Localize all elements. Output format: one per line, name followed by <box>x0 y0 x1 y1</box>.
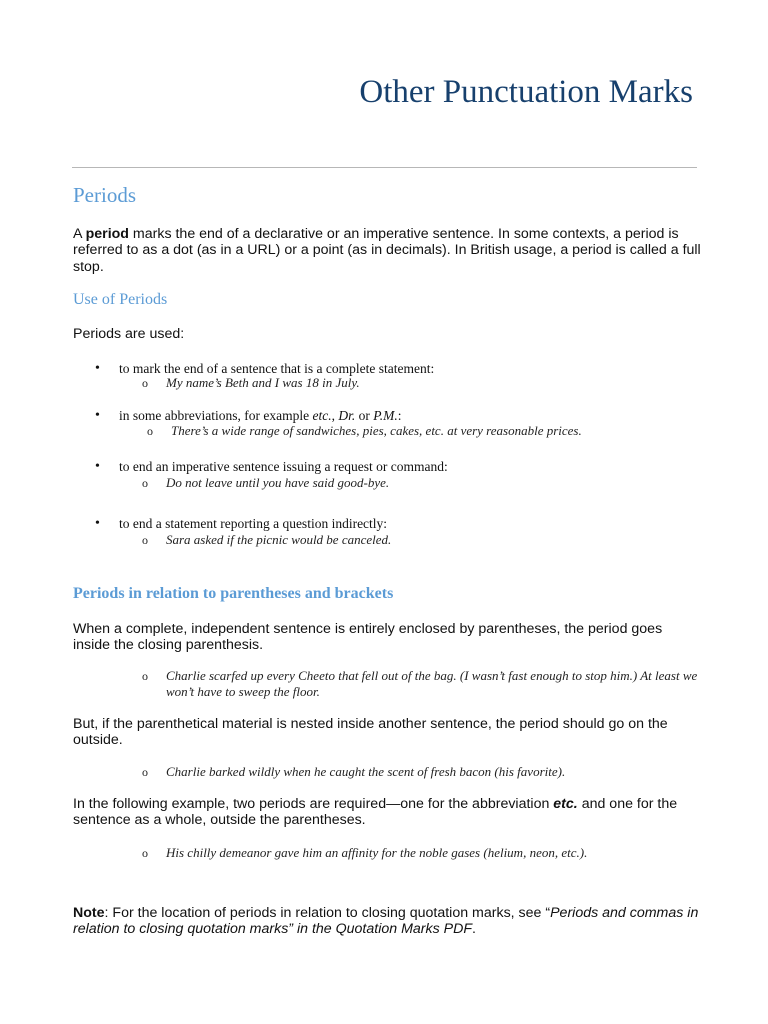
bullet-icon: • <box>95 516 100 531</box>
paren-paragraph-3 <box>73 796 703 829</box>
circle-bullet-icon: o <box>142 846 148 860</box>
paren-paragraph-2: But, if the parenthetical material is nested inside another sentence, the period should go on the outside. <box>73 716 668 749</box>
p3-bold-etc: etc. <box>553 796 578 812</box>
note-italic-reference: Periods and commas in relation to closing quotation marks” in the Quotation Marks PDF <box>73 905 699 938</box>
circle-bullet-icon: o <box>142 376 148 390</box>
example-text: Do not leave until you have said good-bye. <box>166 475 390 490</box>
paren-paragraph-1: When a complete, independent sentence is entirely enclosed by parentheses, the period goes inside the closing parenthesis. <box>73 621 663 654</box>
example-text: Sara asked if the picnic would be canceled. <box>166 532 392 547</box>
bullet-text: to mark the end of a sentence that is a complete statement: <box>119 361 435 376</box>
abbr-pm: P.M. <box>373 408 398 423</box>
circle-bullet-icon: o <box>142 533 148 547</box>
section-heading-periods: Periods <box>73 183 136 207</box>
bullet-text-post: : <box>397 408 402 423</box>
circle-bullet-icon: o <box>142 765 148 779</box>
bullet-sep: , <box>331 408 339 423</box>
example-text: My name’s Beth and I was 18 in July. <box>166 375 360 390</box>
page-title: Other Punctuation Marks <box>359 74 693 110</box>
subheading-parentheses: Periods in relation to parentheses and brackets <box>73 585 394 602</box>
bullet-sep: or <box>355 408 374 423</box>
intro-bold-term: period <box>85 226 129 242</box>
example-item <box>142 668 702 700</box>
bullet-icon: • <box>95 361 100 376</box>
note-paragraph <box>73 905 713 938</box>
bullet-text <box>119 407 402 424</box>
note-label: Note <box>73 905 105 922</box>
intro-pre: A <box>73 226 86 242</box>
p3-pre: In the following example, two periods are required—one for the abbreviation <box>73 796 554 812</box>
example-text: Charlie scarfed up every Cheeto that fell out of the bag. (I wasn’t fast enough to stop him.) At least we won’t have to sweep the floor. <box>166 668 698 699</box>
subheading-use-of-periods: Use of Periods <box>73 291 168 308</box>
bullet-text: to end a statement reporting a question indirectly: <box>119 516 388 531</box>
bullet-text-pre: in some abbreviations, for example <box>119 408 313 423</box>
example-text: Charlie barked wildly when he caught the scent of fresh bacon (his favorite). <box>166 764 566 779</box>
bullet-text: to end an imperative sentence issuing a request or command: <box>119 459 448 474</box>
circle-bullet-icon: o <box>142 669 148 683</box>
p3-post: and one for the sentence as a whole, outside the parentheses. <box>73 796 678 829</box>
abbr-etc: etc. <box>312 408 332 423</box>
intro-paragraph <box>73 226 703 275</box>
note-text: : For the location of periods in relation to closing quotation marks, see “ <box>104 905 551 922</box>
abbr-dr: Dr. <box>338 408 356 423</box>
example-text: His chilly demeanor gave him an affinity for the noble gases (helium, neon, etc.). <box>166 845 588 860</box>
intro-rest: marks the end of a declarative or an imperative sentence. In some contexts, a period is referred to as a dot (as in a URL) or a point (as in decimals). In British usage, a period is called a full stop. <box>73 226 701 275</box>
bullet-icon: • <box>95 408 100 423</box>
title-divider <box>72 167 697 168</box>
bullet-icon: • <box>95 459 100 474</box>
note-end: . <box>472 921 476 938</box>
use-lead: Periods are used: <box>73 326 185 342</box>
circle-bullet-icon: o <box>147 424 153 438</box>
example-text: There’s a wide range of sandwiches, pies, cakes, etc. at very reasonable prices. <box>171 423 582 438</box>
circle-bullet-icon: o <box>142 476 148 490</box>
